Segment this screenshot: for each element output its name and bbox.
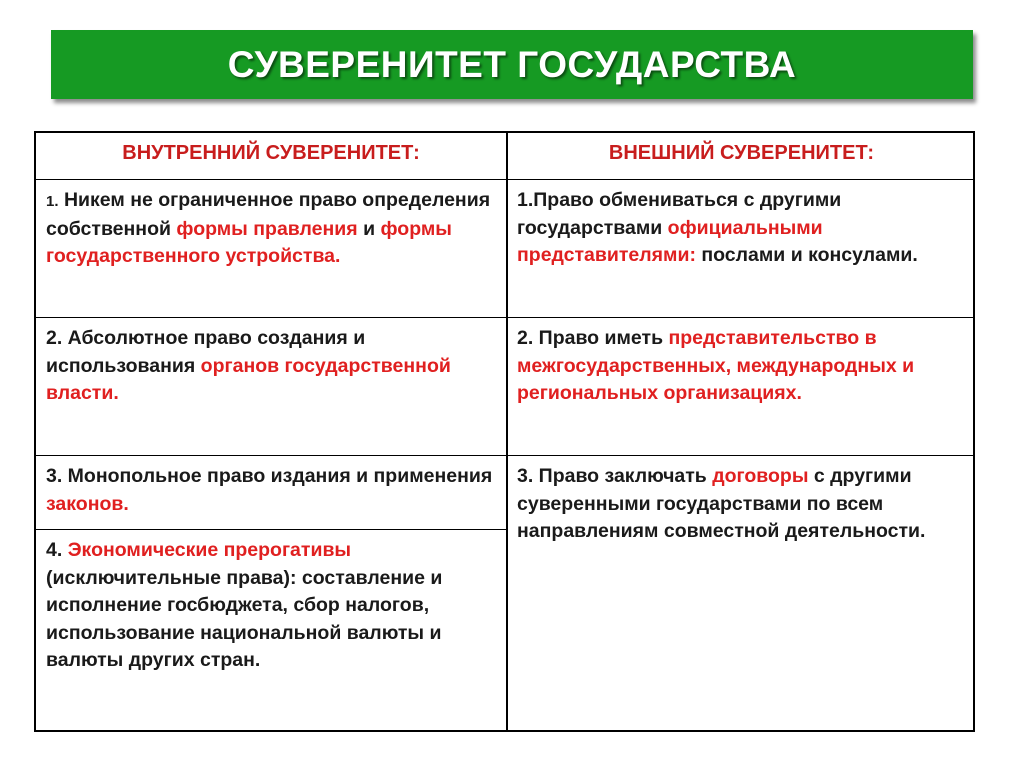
row-divider bbox=[36, 529, 506, 530]
item-highlight: Экономические прерогативы bbox=[67, 539, 352, 561]
item-text: (исключительные права): составление и исполнение госбюджета, сбор налогов, использование национальной валюты и валюты других стран. bbox=[46, 566, 443, 671]
internal-item-2 bbox=[46, 325, 498, 408]
item-text: 3. Монопольное право издания и применения bbox=[46, 465, 493, 487]
item-text: 2. Право иметь bbox=[517, 327, 669, 349]
header-external: ВНЕШНИЙ СУВЕРЕНИТЕТ: bbox=[608, 142, 875, 164]
header-internal: ВНУТРЕННИЙ СУВЕРЕНИТЕТ: bbox=[122, 142, 420, 164]
item-number: 1. bbox=[46, 193, 59, 210]
item-text: 2. Абсолютное право создания и использования bbox=[46, 327, 366, 377]
internal-item-3 bbox=[46, 463, 498, 518]
row-divider bbox=[36, 455, 973, 456]
item-highlight: представительство в межгосударственных, международных и региональных организациях. bbox=[517, 327, 915, 404]
title-banner bbox=[51, 30, 973, 99]
item-text: с другими суверенными государствами по всем направлениям совместной деятельности. bbox=[517, 465, 926, 542]
external-item-2 bbox=[517, 325, 969, 408]
row-divider bbox=[36, 317, 973, 318]
item-highlight: органов государственной власти. bbox=[46, 354, 451, 404]
external-item-3 bbox=[517, 463, 969, 546]
item-text: и bbox=[357, 217, 381, 240]
internal-item-4 bbox=[46, 537, 501, 675]
internal-item-1 bbox=[46, 187, 498, 271]
item-highlight: договоры bbox=[712, 465, 809, 487]
item-text: послами и консулами. bbox=[695, 244, 918, 266]
item-highlight: официальными представителями: bbox=[517, 216, 823, 266]
item-highlight: формы государственного устройства. bbox=[46, 217, 452, 267]
item-text: Никем не ограниченное право определения собственной bbox=[46, 189, 491, 240]
row-divider bbox=[36, 179, 973, 180]
external-item-1 bbox=[517, 187, 967, 270]
sovereignty-table bbox=[34, 131, 975, 732]
item-text: 3. Право заключать bbox=[517, 465, 713, 487]
column-divider bbox=[506, 133, 508, 730]
slide-title: СУВЕРЕНИТЕТ ГОСУДАРСТВА bbox=[227, 43, 797, 85]
item-text: 1.Право обмениваться с другими государствами bbox=[517, 189, 842, 239]
item-highlight: формы правления bbox=[176, 217, 358, 240]
item-highlight: законов. bbox=[46, 492, 129, 515]
item-text: 4. bbox=[46, 539, 68, 561]
